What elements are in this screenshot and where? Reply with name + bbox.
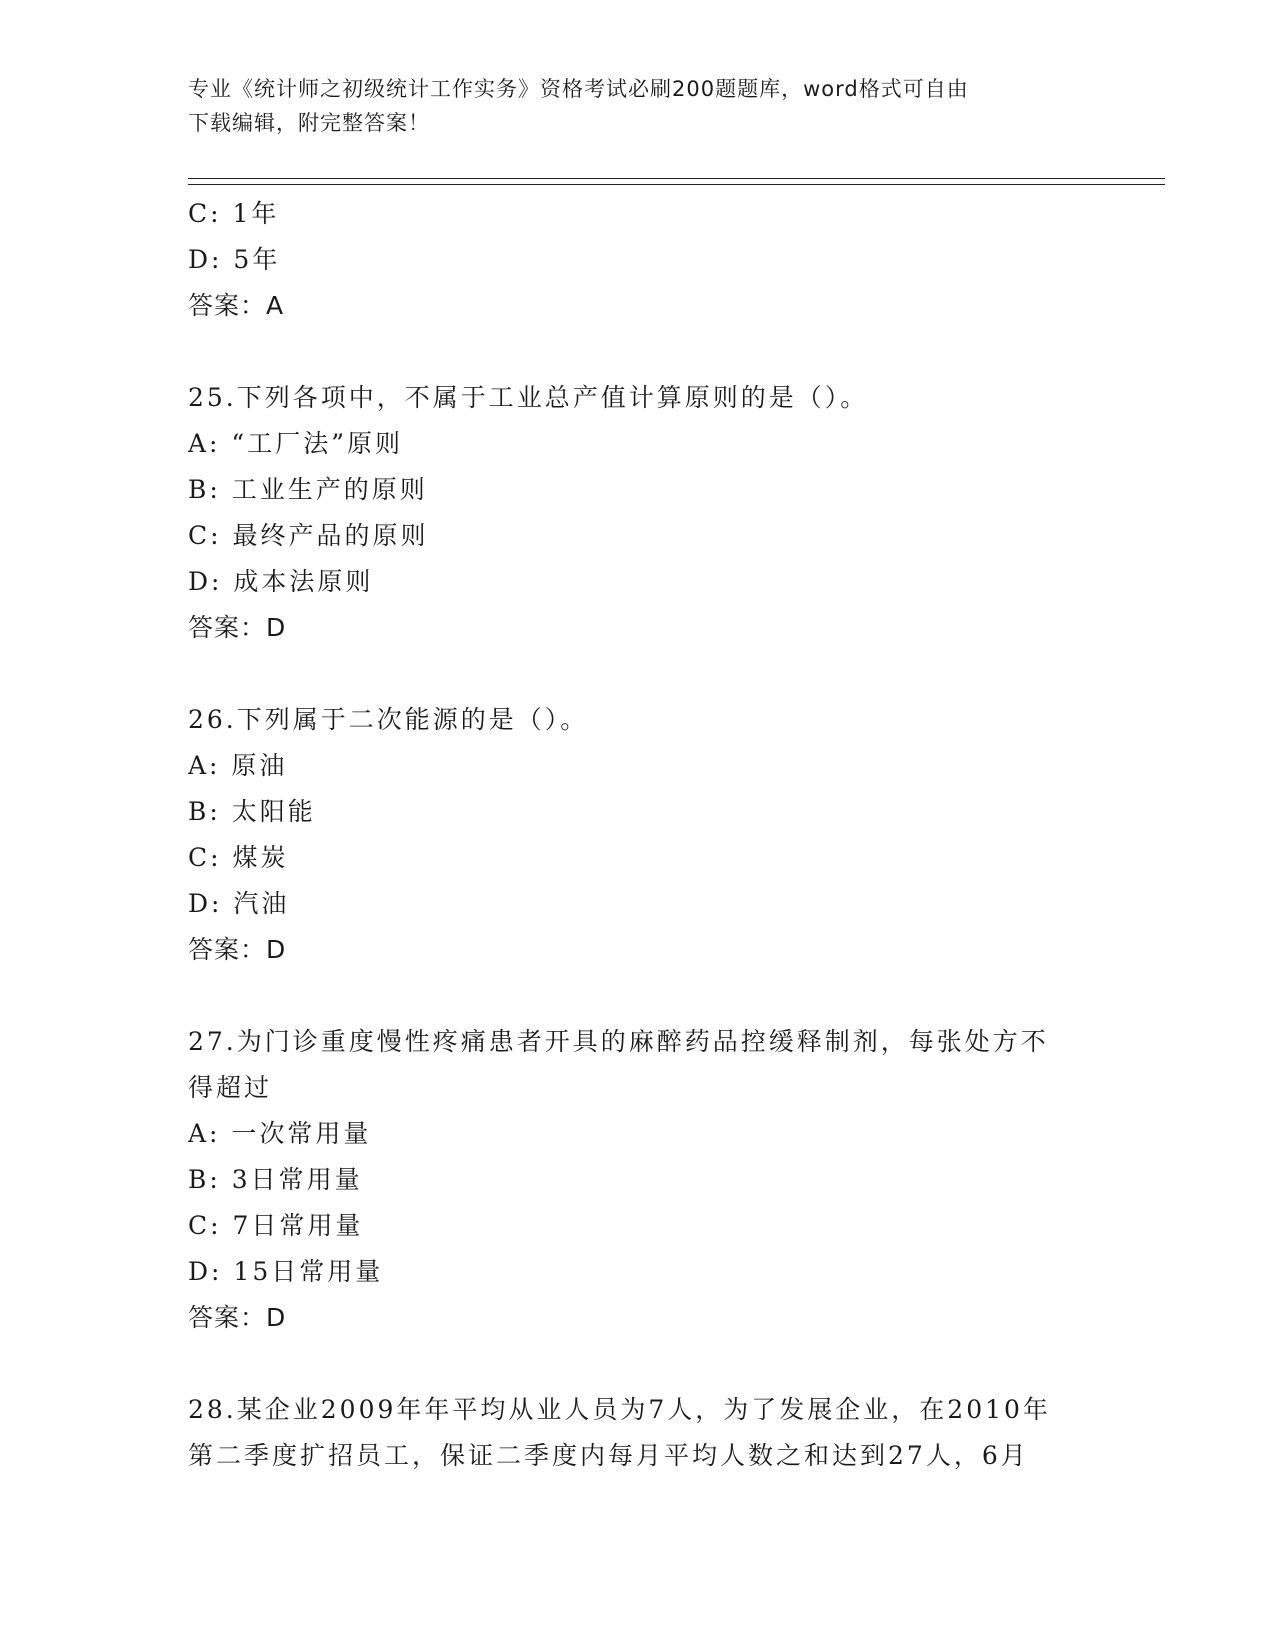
question-block [188, 697, 1088, 973]
document-header [188, 72, 1088, 140]
text-line: B: 工业生产的原则 [188, 475, 428, 504]
header-line-2: 下载编辑，附完整答案！ [188, 111, 430, 135]
text-line: C: 7日常用量 [188, 1211, 364, 1240]
text-line: A: 一次常用量 [188, 1119, 372, 1148]
text-line: D: 5年 [188, 245, 281, 274]
question-text: 25.下列各项中，不属于工业总产值计算原则的是（）。 [188, 383, 869, 412]
block-spacer [188, 329, 1088, 375]
text-line: A: 原油 [188, 751, 288, 780]
question-text: 28.某企业2009年年平均从业人员为7人，为了发展企业，在2010年 [188, 1395, 1051, 1424]
text-line: 第二季度扩招员工，保证二季度内每月平均人数之和达到27人，6月 [188, 1441, 1029, 1470]
text-line: D: 15日常用量 [188, 1257, 384, 1286]
question-block [188, 191, 1088, 329]
block-spacer [188, 1341, 1088, 1387]
answer-line: 答案：A [188, 291, 285, 320]
question-block [188, 1387, 1088, 1479]
header-line-1: 专业《统计师之初级统计工作实务》资格考试必刷200题题库，word格式可自由 [188, 77, 969, 101]
header-divider-bottom [188, 184, 1165, 185]
question-list [188, 191, 1088, 1479]
text-line: C: 煤炭 [188, 843, 289, 872]
block-spacer [188, 973, 1088, 1019]
question-text: 27.为门诊重度慢性疼痛患者开具的麻醉药品控缓释制剂，每张处方不 [188, 1027, 1049, 1056]
question-block [188, 375, 1088, 651]
text-line: C: 1年 [188, 199, 280, 228]
text-line: D: 汽油 [188, 889, 290, 918]
header-divider-top [188, 178, 1165, 179]
block-spacer [188, 651, 1088, 697]
answer-line: 答案：D [188, 613, 287, 642]
text-line: C: 最终产品的原则 [188, 521, 429, 550]
text-line: B: 3日常用量 [188, 1165, 363, 1194]
answer-line: 答案：D [188, 935, 287, 964]
question-text: 26.下列属于二次能源的是（）。 [188, 705, 589, 734]
question-block [188, 1019, 1088, 1341]
text-line: 得超过 [188, 1073, 273, 1102]
answer-line: 答案：D [188, 1303, 287, 1332]
text-line: B: 太阳能 [188, 797, 316, 826]
text-line: D: 成本法原则 [188, 567, 374, 596]
text-line: A: “工厂法”原则 [188, 429, 403, 458]
